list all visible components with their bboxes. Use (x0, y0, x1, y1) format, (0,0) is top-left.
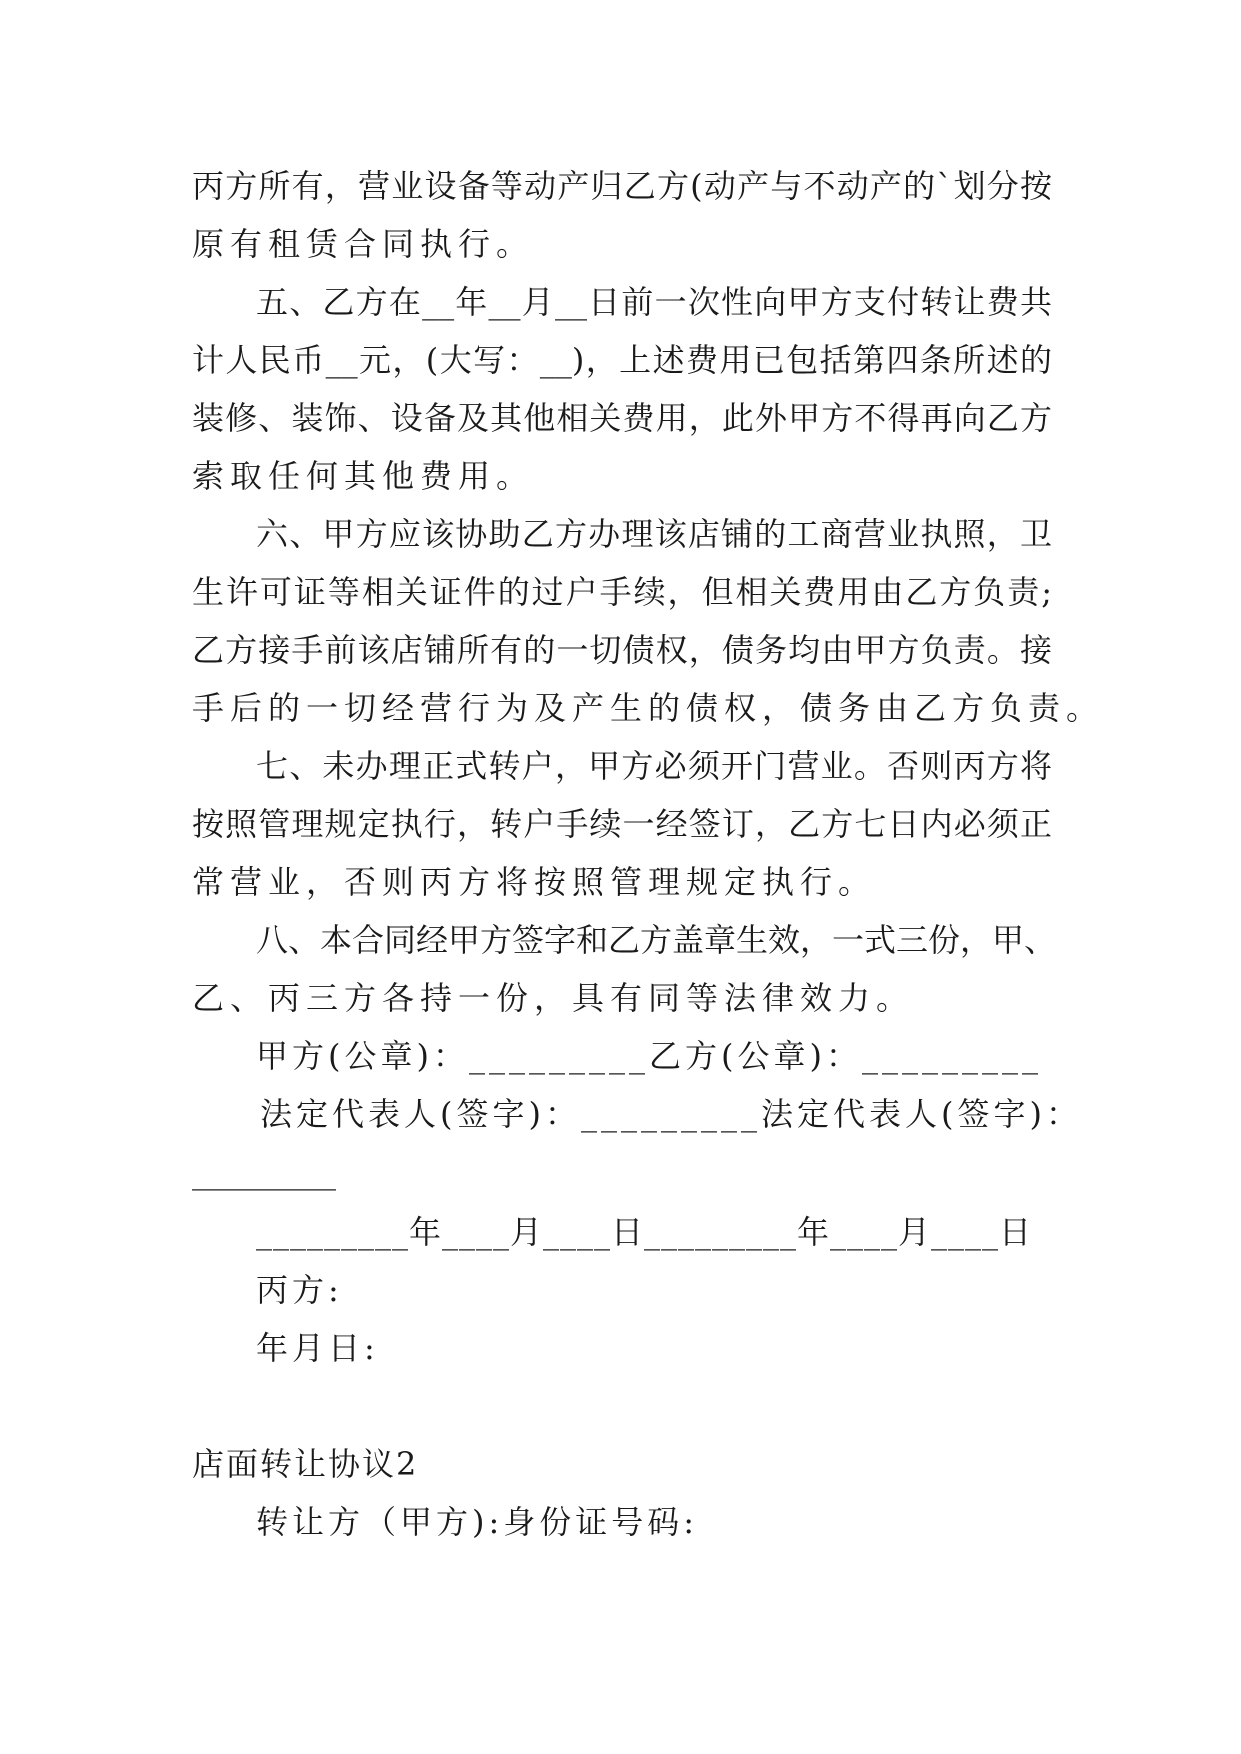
clause-5-line-4: 索取任何其他费用。 (192, 457, 535, 495)
agreement-2-title: 店面转让协议2 (192, 1445, 419, 1483)
clause-5-line-3: 装修、装饰、设备及其他相关费用，此外甲方不得再向乙方 (192, 399, 1052, 437)
clause-7-line-1: 七、未办理正式转户，甲方必须开门营业。否则丙方将 (256, 747, 1052, 785)
clause-5-line-1: 五、乙方在__年__月__日前一次性向甲方支付转让费共 (256, 283, 1052, 321)
clause-8-line-2: 乙、丙三方各持一份，具有同等法律效力。 (192, 979, 915, 1017)
clause-7-line-3: 常营业，否则丙方将按照管理规定执行。 (192, 863, 877, 901)
clause-6-line-4: 手后的一切经营行为及产生的债权，债务由乙方负责。 (192, 689, 1105, 727)
clause-6-line-3: 乙方接手前该店铺所有的一切债权，债务均由甲方负责。接 (192, 631, 1052, 669)
signature-party-c-date: 年月日: (256, 1329, 379, 1367)
signature-party-a-b-seal: 甲方(公章)：_________乙方(公章)：_________ (256, 1037, 1042, 1075)
clause-6-line-1: 六、甲方应该协助乙方办理该店铺的工商营业执照，卫 (256, 515, 1052, 553)
clause-4-line-2: 丙方所有，营业设备等动产归乙方(动产与不动产的`划分按 (192, 167, 1052, 205)
clause-4-line-3: 原有租赁合同执行。 (192, 225, 535, 263)
clause-6-line-2: 生许可证等相关证件的过户手续，但相关费用由乙方负责; (192, 573, 1052, 611)
clause-5-line-2: 计人民币__元，(大写：__)，上述费用已包括第四条所述的 (192, 341, 1052, 379)
signature-date-line: _________年____月____日_________年____月____日 (256, 1213, 1033, 1251)
clause-7-line-2: 按照管理规定执行，转户手续一经签订，乙方七日内必须正 (192, 805, 1052, 843)
signature-blank-line: _________ (192, 1153, 336, 1191)
signature-legal-representatives: 法定代表人(签字)：_________法定代表人(签字)： (260, 1095, 1082, 1133)
signature-party-c: 丙方: (256, 1271, 343, 1309)
agreement-2-transferor-line: 转让方（甲方):身份证号码: (256, 1503, 699, 1541)
clause-8-line-1: 八、本合同经甲方签字和乙方盖章生效，一式三份，甲、 (256, 921, 1057, 959)
